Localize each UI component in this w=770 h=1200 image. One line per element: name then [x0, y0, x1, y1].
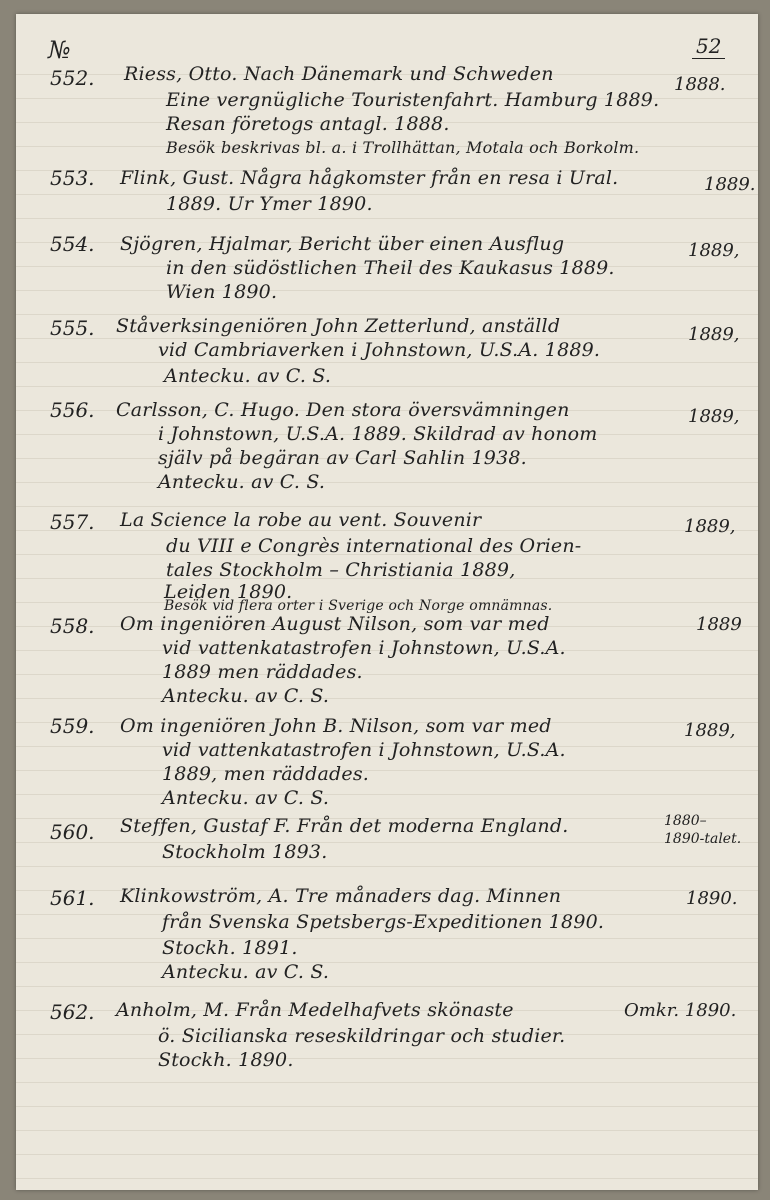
- entry-line: Antecku. av C. S.: [162, 961, 330, 983]
- entry-line: Eine vergnügliche Touristenfahrt. Hamburg 1889.: [166, 89, 660, 111]
- ruled-line: [16, 698, 758, 699]
- entry-line: Ståverksingeniören John Zetterlund, anställd: [116, 315, 561, 337]
- ruled-line: [16, 1106, 758, 1107]
- ruled-line: [16, 1058, 758, 1059]
- ruled-line: [16, 1130, 758, 1131]
- entry-line: Om ingeniören August Nilson, som var med: [120, 613, 550, 635]
- ruled-line: [16, 1178, 758, 1179]
- entry-line: vid vattenkatastrofen i Johnstown, U.S.A.: [162, 739, 566, 761]
- entry-number: 552.: [50, 66, 95, 90]
- number-column-heading: №: [48, 36, 71, 64]
- ruled-line: [16, 482, 758, 483]
- entry-year: 1889,: [684, 720, 736, 741]
- entry-year: 1889.: [704, 174, 756, 195]
- entry-number: 553.: [50, 166, 95, 190]
- entry-year: 1889,: [688, 406, 740, 427]
- entry-number: 561.: [50, 886, 95, 910]
- entry-line: du VIII e Congrès international des Orien-: [166, 535, 582, 557]
- entry-line: Om ingeniören John B. Nilson, som var med: [120, 715, 552, 737]
- entry-line: Antecku. av C. S.: [164, 365, 332, 387]
- entry-line: Sjögren, Hjalmar, Bericht über einen Ausflug: [120, 233, 565, 255]
- ruled-line: [16, 674, 758, 675]
- entry-number: 554.: [50, 232, 95, 256]
- entry-line: tales Stockholm – Christiania 1889,: [166, 559, 516, 581]
- entry-year: 1888.: [674, 74, 726, 95]
- entry-line: 1889 men räddades.: [162, 661, 363, 683]
- ruled-line: [16, 506, 758, 507]
- entry-line: Carlsson, C. Hugo. Den stora översvämningen: [116, 399, 570, 421]
- entry-year: 1890.: [686, 888, 738, 909]
- entry-year: 1889,: [688, 240, 740, 261]
- entry-line: ö. Sicilianska reseskildringar och studier.: [158, 1025, 566, 1047]
- entry-number: 559.: [50, 714, 95, 738]
- entry-line: Antecku. av C. S.: [162, 685, 330, 707]
- ruled-line: [16, 866, 758, 867]
- entry-line: själv på begäran av Carl Sahlin 1938.: [158, 447, 527, 469]
- entry-number: 560.: [50, 820, 95, 844]
- entry-number: 562.: [50, 1000, 95, 1024]
- ruled-line: [16, 794, 758, 795]
- entry-year: 1880– 1890-talet.: [664, 813, 742, 847]
- entry-line: vid Cambriaverken i Johnstown, U.S.A. 1889.: [158, 339, 601, 361]
- entry-line: Leiden 1890.: [164, 581, 293, 603]
- entry-line: Antecku. av C. S.: [162, 787, 330, 809]
- ruled-line: [16, 842, 758, 843]
- entry-line: in den südöstlichen Theil des Kaukasus 1889.: [166, 257, 615, 279]
- entry-line: Riess, Otto. Nach Dänemark und Schweden: [124, 63, 554, 85]
- ruled-line: [16, 1154, 758, 1155]
- entry-line: Stockh. 1891.: [162, 937, 298, 959]
- entry-line: i Johnstown, U.S.A. 1889. Skildrad av honom: [158, 423, 598, 445]
- entry-line: Klinkowström, A. Tre månaders dag. Minnen: [120, 885, 562, 907]
- ruled-line: [16, 986, 758, 987]
- entry-number: 557.: [50, 510, 95, 534]
- entry-line: Steffen, Gustaf F. Från det moderna England.: [120, 815, 569, 837]
- entry-number: 556.: [50, 398, 95, 422]
- entry-number: 558.: [50, 614, 95, 638]
- entry-line: Besök vid flera orter i Sverige och Norge omnämnas.: [164, 598, 553, 614]
- ruled-line: [16, 194, 758, 195]
- entry-line: Wien 1890.: [166, 281, 278, 303]
- entry-line: 1889. Ur Ymer 1890.: [166, 193, 373, 215]
- entry-year: 1889: [696, 614, 742, 635]
- ruled-line: [16, 290, 758, 291]
- entry-line: vid vattenkatastrofen i Johnstown, U.S.A.: [162, 637, 566, 659]
- entry-year: 1889,: [684, 516, 736, 537]
- entry-line: Flink, Gust. Några hågkomster från en resa i Ural.: [120, 167, 619, 189]
- page-number: 52: [692, 34, 725, 59]
- ruled-line: [16, 362, 758, 363]
- ruled-line: [16, 770, 758, 771]
- entry-line: från Svenska Spetsbergs-Expeditionen 1890.: [162, 911, 605, 933]
- entry-line: La Science la robe au vent. Souvenir: [120, 509, 482, 531]
- entry-year: 1889,: [688, 324, 740, 345]
- ruled-line: [16, 962, 758, 963]
- ruled-line: [16, 1082, 758, 1083]
- ruled-line: [16, 386, 758, 387]
- entry-year: Omkr. 1890.: [624, 1000, 737, 1021]
- entry-line: Antecku. av C. S.: [158, 471, 326, 493]
- ruled-line: [16, 938, 758, 939]
- entry-line: Besök beskrivas bl. a. i Trollhättan, Motala och Borkolm.: [166, 138, 640, 157]
- entry-line: Resan företogs antagl. 1888.: [166, 113, 450, 135]
- ruled-line: [16, 218, 758, 219]
- entry-line: Anholm, M. Från Medelhafvets skönaste: [116, 999, 514, 1021]
- entry-line: Stockh. 1890.: [158, 1049, 294, 1071]
- entry-number: 555.: [50, 316, 95, 340]
- catalog-sheet: [16, 14, 758, 1190]
- entry-line: Stockholm 1893.: [162, 841, 328, 863]
- entry-line: 1889, men räddades.: [162, 763, 370, 785]
